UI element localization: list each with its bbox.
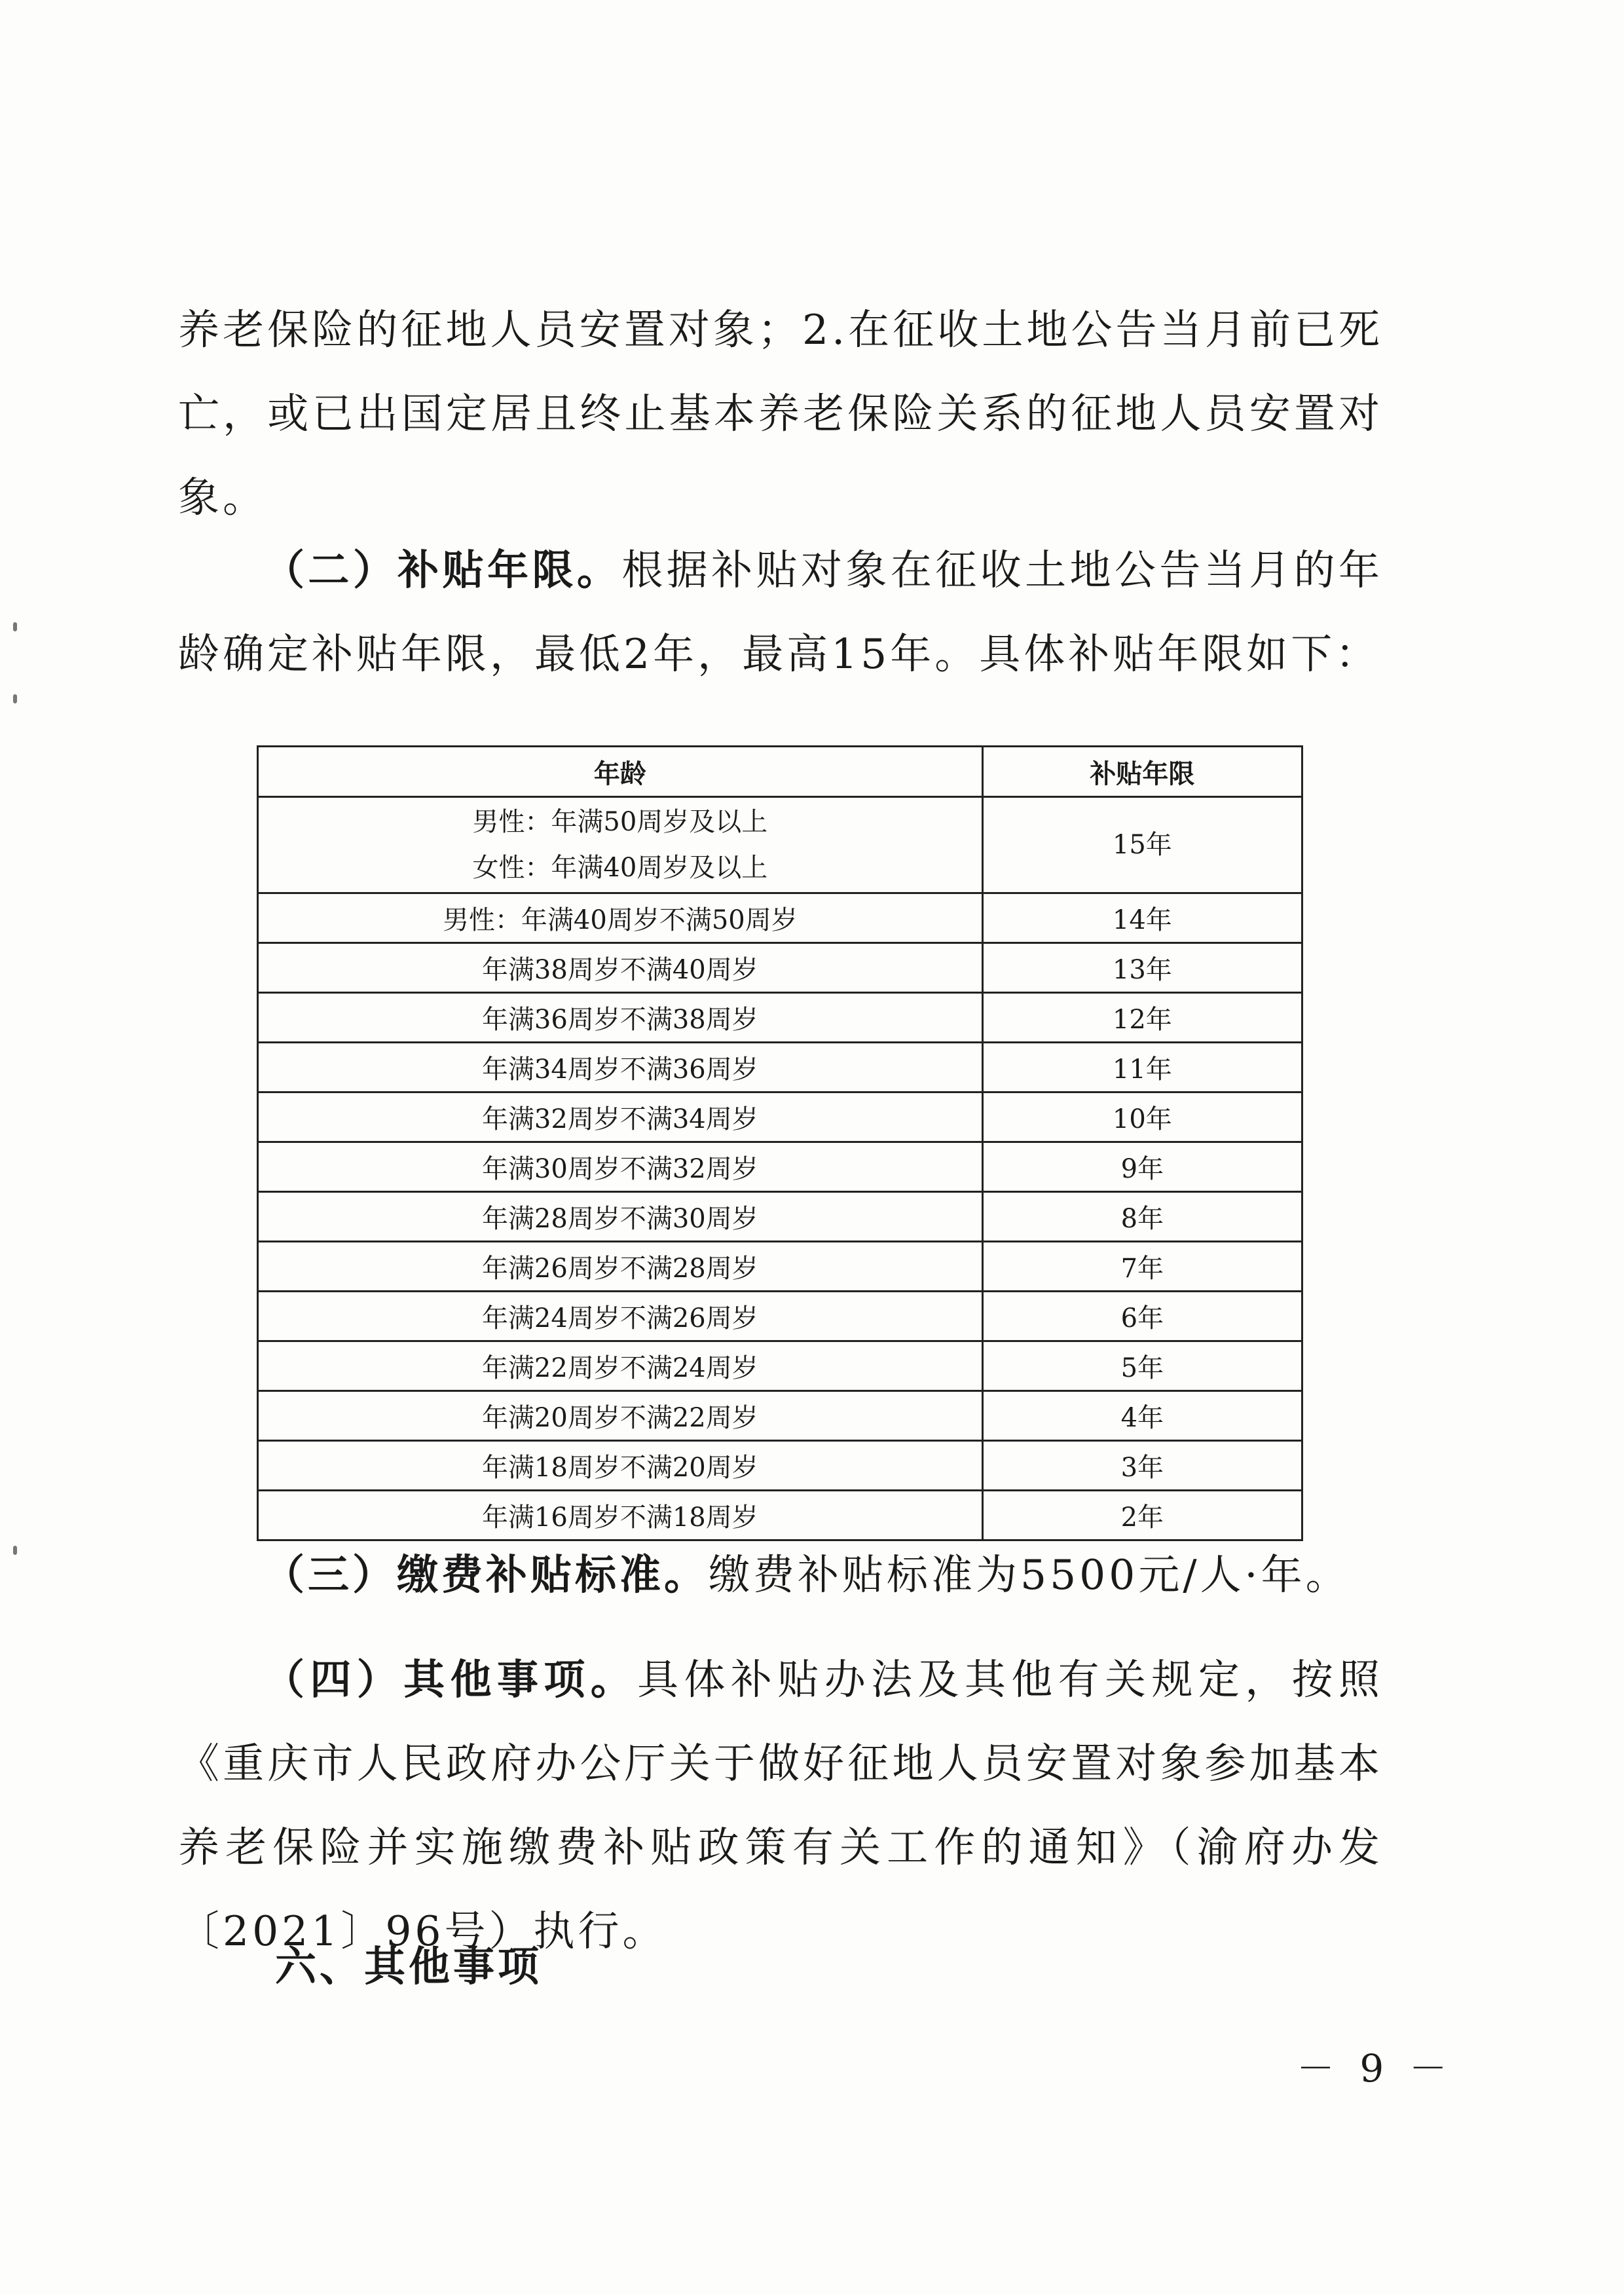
age-line-female: 女性：年满40周岁及以上	[472, 853, 768, 883]
header-years: 补贴年限	[982, 747, 1302, 797]
table-row	[258, 1142, 1302, 1192]
age-cell: 年满28周岁不满30周岁	[258, 1192, 983, 1242]
age-cell: 年满22周岁不满24周岁	[258, 1341, 983, 1391]
years-cell: 11年	[982, 1043, 1302, 1092]
header-age: 年龄	[258, 747, 983, 797]
years-cell: 15年	[982, 797, 1302, 893]
age-cell: 年满38周岁不满40周岁	[258, 943, 983, 993]
page-number: － 9 －	[1297, 2046, 1454, 2091]
paragraph-payment-standard	[178, 1533, 1383, 1617]
age-cell	[258, 797, 983, 893]
age-cell: 年满32周岁不满34周岁	[258, 1092, 983, 1142]
table-row	[258, 1441, 1302, 1491]
section-heading-other-matters: 六、其他事项	[275, 1942, 542, 1990]
age-cell: 年满34周岁不满36周岁	[258, 1043, 983, 1092]
subsidy-years-lead: （二）补贴年限。	[263, 546, 622, 594]
other-items-body: 具体补贴办法及其他有关规定，按照《重庆市人民政府办公厅关于做好征地人员安置对象参加基本养老保险并实施缴费补贴政策有关工作的通知》（渝府办发〔2021〕96号）执行。	[178, 1656, 1384, 1955]
age-cell: 年满30周岁不满32周岁	[258, 1142, 983, 1192]
scan-speck	[13, 622, 17, 631]
years-cell: 4年	[982, 1391, 1302, 1441]
table-row	[258, 1391, 1302, 1441]
age-cell: 年满16周岁不满18周岁	[258, 1491, 983, 1540]
table-row	[258, 797, 1302, 893]
table-row	[258, 893, 1302, 943]
scan-speck	[13, 1546, 17, 1555]
age-cell: 年满20周岁不满22周岁	[258, 1391, 983, 1441]
table-row	[258, 1292, 1302, 1341]
years-cell: 10年	[982, 1092, 1302, 1142]
years-cell: 7年	[982, 1242, 1302, 1292]
years-cell: 9年	[982, 1142, 1302, 1192]
paragraph-subsidy-years	[178, 528, 1383, 696]
years-cell: 6年	[982, 1292, 1302, 1341]
table-row	[258, 1092, 1302, 1142]
table-row	[258, 943, 1302, 993]
years-cell: 2年	[982, 1491, 1302, 1540]
years-cell: 5年	[982, 1341, 1302, 1391]
scan-speck	[13, 694, 17, 703]
years-cell: 14年	[982, 893, 1302, 943]
table-row	[258, 1242, 1302, 1292]
table-row	[258, 1043, 1302, 1092]
years-cell: 12年	[982, 993, 1302, 1043]
age-line-male: 男性：年满50周岁及以上	[472, 807, 768, 837]
years-cell: 8年	[982, 1192, 1302, 1242]
table-row	[258, 993, 1302, 1043]
years-cell: 3年	[982, 1441, 1302, 1491]
table-row	[258, 1341, 1302, 1391]
age-cell: 年满36周岁不满38周岁	[258, 993, 983, 1043]
table-row	[258, 1192, 1302, 1242]
payment-standard-body: 缴费补贴标准为5500元/人·年。	[709, 1551, 1350, 1599]
paragraph-other-items	[178, 1637, 1383, 1973]
payment-standard-lead: （三）缴费补贴标准。	[263, 1550, 709, 1599]
subsidy-years-body: 根据补贴对象在征收土地公告当月的年龄确定补贴年限，最低2年，最高15年。具体补贴年限如下：	[178, 546, 1384, 678]
age-cell: 男性：年满40周岁不满50周岁	[258, 893, 983, 943]
years-cell: 13年	[982, 943, 1302, 993]
paragraph-continuation: 养老保险的征地人员安置对象；2.在征收土地公告当月前已死亡，或已出国定居且终止基本养老保险关系的征地人员安置对象。	[178, 306, 1383, 521]
subsidy-years-table	[257, 745, 1303, 1541]
age-cell: 年满24周岁不满26周岁	[258, 1292, 983, 1341]
other-items-lead: （四）其他事项。	[263, 1655, 638, 1704]
age-cell: 年满18周岁不满20周岁	[258, 1441, 983, 1491]
age-cell: 年满26周岁不满28周岁	[258, 1242, 983, 1292]
table-header-row	[258, 747, 1302, 797]
